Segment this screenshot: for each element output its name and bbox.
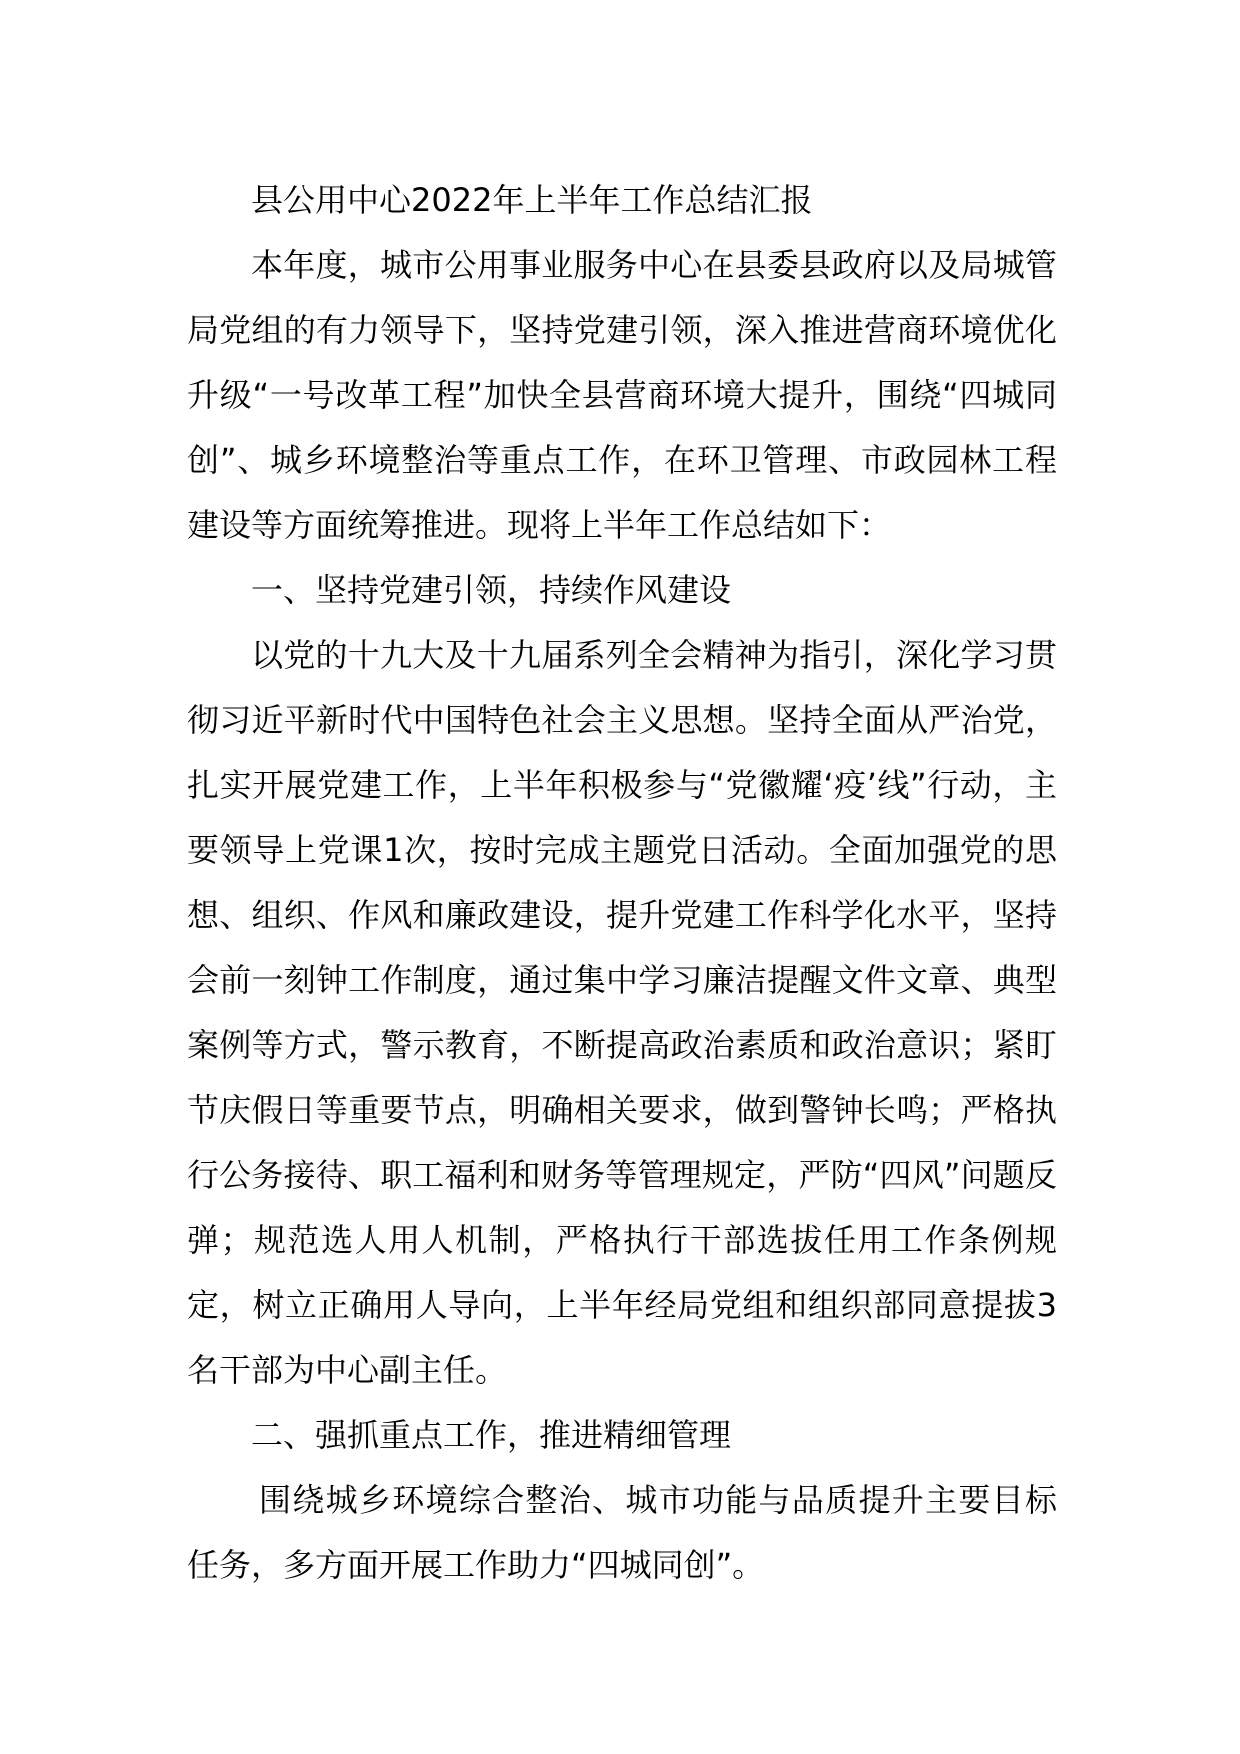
- section-2-paragraph: 围绕城乡环境综合整治、城市功能与品质提升主要目标任务，多方面开展工作助力“四城同创”。: [187, 1481, 1057, 1584]
- intro-paragraph: 本年度，城市公用事业服务中心在县委县政府以及局城管局党组的有力领导下，坚持党建引领，深入推进营商环境优化升级“一号改革工程”加快全县营商环境大提升，围绕“四城同创”、城乡环境整治等重点工作，在环卫管理、市政园林工程建设等方面统筹推进。现将上半年工作总结如下：: [187, 246, 1057, 544]
- section-heading-1: 一、坚持党建引领，持续作风建设: [251, 571, 732, 609]
- section-heading-2: 二、强抓重点工作，推进精细管理: [251, 1416, 732, 1454]
- document-title: 县公用中心2022年上半年工作总结汇报: [251, 181, 813, 219]
- section-1-paragraph: 以党的十九大及十九届系列全会精神为指引，深化学习贯彻习近平新时代中国特色社会主义思想。坚持全面从严治党，扎实开展党建工作，上半年积极参与“党徽耀‘疫’线”行动，主要领导上党课1次，按时完成主题党日活动。全面加强党的思想、组织、作风和廉政建设，提升党建工作科学化水平，坚持会前一刻钟工作制度，通过集中学习廉洁提醒文件文章、典型案例等方式，警示教育，不断提高政治素质和政治意识；紧盯节庆假日等重要节点，明确相关要求，做到警钟长鸣；严格执行公务接待、职工福利和财务等管理规定，严防“四风”问题反弹；规范选人用人机制，严格执行干部选拔任用工作条例规定，树立正确用人导向，上半年经局党组和组织部同意提拔3名干部为中心副主任。: [187, 636, 1057, 1389]
- document-body: [187, 168, 1057, 1598]
